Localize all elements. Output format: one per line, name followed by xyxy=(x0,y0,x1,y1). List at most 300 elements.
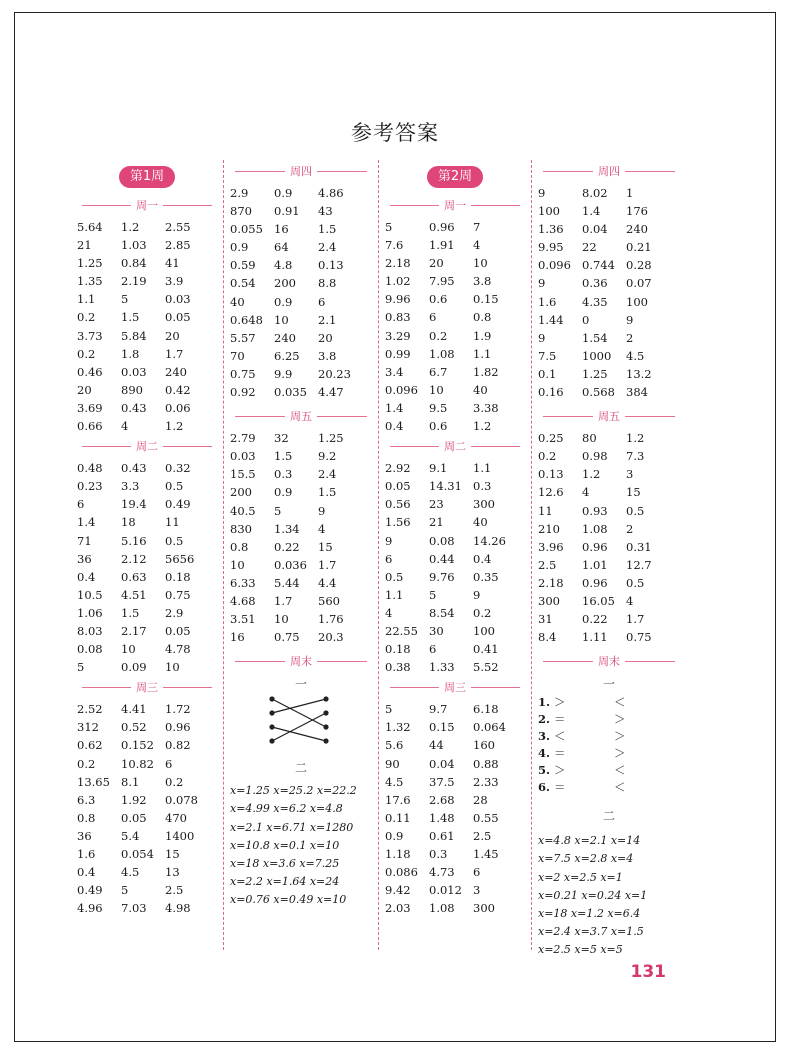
answer-value: 0.05 xyxy=(165,310,191,325)
answer-value: 1.48 xyxy=(429,810,455,825)
equation-row: x=4.99 x=6.2 x=4.8 xyxy=(230,802,343,816)
answer-row xyxy=(538,592,680,610)
answer-row xyxy=(230,220,372,238)
answer-row xyxy=(230,329,372,347)
answer-value: 0.8 xyxy=(473,310,492,325)
part-label: 二 xyxy=(294,761,307,776)
answer-row xyxy=(77,399,217,417)
answer-row xyxy=(385,477,525,495)
answer-value: 0 xyxy=(582,312,590,327)
answer-value: 0.096 xyxy=(538,258,571,273)
equation-row: x=2.5 x=5 x=5 xyxy=(538,943,623,957)
answer-value: 9.1 xyxy=(429,461,448,476)
answer-value: 30 xyxy=(429,623,444,638)
answer-row xyxy=(538,628,680,646)
comparison-row xyxy=(538,711,680,728)
answer-value: 240 xyxy=(274,330,296,345)
answer-grid xyxy=(385,700,525,917)
answer-row xyxy=(385,773,525,791)
answer-value: 0.03 xyxy=(165,292,191,307)
answer-value: 1.76 xyxy=(318,612,344,627)
answer-row xyxy=(77,477,217,495)
answer-row xyxy=(77,700,217,718)
answer-value: 4.73 xyxy=(429,865,455,880)
answer-row xyxy=(230,502,372,520)
answer-value: 10 xyxy=(274,612,289,627)
comparison-sign: ＜ xyxy=(614,763,626,778)
answer-row xyxy=(385,550,525,568)
section-header: 周末 xyxy=(538,652,680,670)
answer-value: 0.75 xyxy=(626,630,652,645)
answer-value: 9.96 xyxy=(385,292,411,307)
answer-value: 0.064 xyxy=(473,720,506,735)
answer-row xyxy=(230,447,372,465)
answer-row xyxy=(77,345,217,363)
column-week2-b xyxy=(538,160,680,960)
equation-list xyxy=(538,832,680,959)
answer-row xyxy=(77,381,217,399)
answer-value: 12.6 xyxy=(538,485,564,500)
answer-value: 0.62 xyxy=(77,738,103,753)
answer-value: 0.15 xyxy=(429,720,455,735)
answer-value: 7.95 xyxy=(429,274,455,289)
answer-value: 11 xyxy=(165,515,180,530)
answer-value: 9 xyxy=(385,533,393,548)
answer-value: 0.9 xyxy=(274,186,293,200)
answer-value: 0.2 xyxy=(77,310,96,325)
answer-value: 0.22 xyxy=(582,612,608,627)
answer-value: 20 xyxy=(77,382,92,397)
answer-row xyxy=(538,202,680,220)
answer-value: 8.1 xyxy=(121,774,140,789)
answer-value: 0.5 xyxy=(385,569,404,584)
answer-value: 1.54 xyxy=(582,330,608,345)
answer-value: 4.68 xyxy=(230,593,256,608)
answer-value: 1.6 xyxy=(538,294,557,309)
answer-value: 9 xyxy=(626,312,634,327)
answer-value: 0.8 xyxy=(230,539,249,554)
answer-value: 1.5 xyxy=(318,485,337,500)
answer-row xyxy=(77,604,217,622)
answer-value: 0.08 xyxy=(77,642,103,657)
answer-value: 41 xyxy=(165,256,180,271)
answer-row xyxy=(230,365,372,383)
answer-row xyxy=(538,329,680,347)
answer-value: 2.5 xyxy=(165,883,184,898)
answer-row xyxy=(385,236,525,254)
answer-row xyxy=(77,845,217,863)
answer-value: 4.96 xyxy=(77,901,103,916)
answer-row xyxy=(77,495,217,513)
week-badge: 第1周 xyxy=(119,166,175,188)
answer-value: 0.9 xyxy=(385,828,404,843)
answer-row xyxy=(77,236,217,254)
answer-value: 5 xyxy=(274,503,282,518)
answer-row xyxy=(77,550,217,568)
answer-value: 1.2 xyxy=(582,467,601,482)
answer-value: 16.05 xyxy=(582,593,615,608)
answer-value: 1.1 xyxy=(385,587,404,602)
answer-row xyxy=(385,640,525,658)
answer-value: 470 xyxy=(165,810,187,825)
answer-value: 3.38 xyxy=(473,400,499,415)
answer-row xyxy=(230,574,372,592)
answer-value: 0.66 xyxy=(77,419,103,434)
section-header: 周二 xyxy=(385,437,525,455)
answer-row xyxy=(538,383,680,401)
answer-value: 0.04 xyxy=(429,756,455,771)
answer-value: 15.5 xyxy=(230,467,256,482)
answer-row xyxy=(77,773,217,791)
answer-value: 13.65 xyxy=(77,774,110,789)
answer-value: 3.3 xyxy=(121,479,140,494)
answer-value: 0.04 xyxy=(582,222,608,237)
comparison-sign: ＞ xyxy=(614,746,626,761)
answer-row xyxy=(230,429,372,447)
answer-row xyxy=(385,272,525,290)
answer-value: 0.9 xyxy=(274,294,293,309)
answer-value: 9.76 xyxy=(429,569,455,584)
answer-value: 0.035 xyxy=(274,385,307,400)
answer-value: 20 xyxy=(165,328,180,343)
answer-value: 4.51 xyxy=(121,587,147,602)
page-title: 参考答案 xyxy=(351,121,439,145)
answer-row xyxy=(77,640,217,658)
comparison-sign: ＝ xyxy=(554,712,566,727)
answer-value: 2 xyxy=(626,330,634,345)
answer-grid xyxy=(385,218,525,435)
answer-value: 1.08 xyxy=(429,346,455,361)
answer-row xyxy=(230,592,372,610)
answer-value: 1.7 xyxy=(274,593,293,608)
answer-grid xyxy=(538,429,680,646)
answer-value: 9 xyxy=(538,330,546,345)
answer-value: 0.93 xyxy=(582,503,608,518)
page-number: 131 xyxy=(630,962,666,982)
answer-row xyxy=(230,347,372,365)
answer-value: 2.92 xyxy=(385,461,411,476)
answer-row xyxy=(538,465,680,483)
answer-row xyxy=(538,184,680,202)
answer-value: 1.92 xyxy=(121,792,147,807)
answer-row xyxy=(77,308,217,326)
answer-value: 10 xyxy=(274,312,289,327)
answer-value: 2.79 xyxy=(230,431,256,446)
answer-value: 44 xyxy=(429,738,444,753)
answer-value: 9.9 xyxy=(274,366,293,381)
answer-row xyxy=(77,513,217,531)
answer-value: 71 xyxy=(77,533,92,548)
answer-value: 32 xyxy=(274,431,289,446)
answer-value: 0.75 xyxy=(230,366,256,381)
answer-row xyxy=(230,465,372,483)
answer-value: 1.56 xyxy=(385,515,411,530)
answer-row xyxy=(385,736,525,754)
comparison-row xyxy=(538,728,680,745)
answer-value: 0.078 xyxy=(165,792,198,807)
answer-value: 6.33 xyxy=(230,575,256,590)
answer-value: 22 xyxy=(582,240,597,255)
answer-value: 0.3 xyxy=(473,479,492,494)
answer-value: 31 xyxy=(538,612,553,627)
matching-diagram xyxy=(268,694,338,752)
answer-value: 6.7 xyxy=(429,364,448,379)
answer-value: 1.4 xyxy=(77,515,96,530)
answer-value: 5 xyxy=(121,883,129,898)
answer-value: 0.56 xyxy=(385,497,411,512)
answer-value: 4.78 xyxy=(165,642,191,657)
answer-value: 1.5 xyxy=(121,310,140,325)
answer-value: 28 xyxy=(473,792,488,807)
answer-row xyxy=(538,556,680,574)
answer-value: 9 xyxy=(538,276,546,291)
answer-value: 0.96 xyxy=(429,220,455,234)
answer-row xyxy=(230,610,372,628)
answer-value: 9 xyxy=(538,186,546,200)
answer-row xyxy=(77,827,217,845)
answer-row xyxy=(77,863,217,881)
section-header: 周一 xyxy=(385,196,525,214)
answer-value: 1.2 xyxy=(165,419,184,434)
answer-value: 2.18 xyxy=(385,256,411,271)
column-divider xyxy=(223,160,224,950)
answer-value: 0.13 xyxy=(538,467,564,482)
answer-value: 20 xyxy=(429,256,444,271)
answer-value: 5 xyxy=(121,292,129,307)
answer-value: 0.96 xyxy=(582,539,608,554)
answer-value: 6.25 xyxy=(274,348,300,363)
answer-row xyxy=(230,628,372,646)
answer-row xyxy=(230,184,372,202)
answer-value: 0.46 xyxy=(77,364,103,379)
answer-value: 7.5 xyxy=(538,348,557,363)
answer-value: 8.8 xyxy=(318,276,337,291)
answer-value: 18 xyxy=(121,515,136,530)
answer-value: 3.96 xyxy=(538,539,564,554)
comparison-sign: ＝ xyxy=(554,780,566,795)
answer-value: 0.1 xyxy=(538,366,557,381)
comparison-sign: ＜ xyxy=(614,780,626,795)
answer-row xyxy=(385,363,525,381)
answer-row xyxy=(77,881,217,899)
answer-value: 9 xyxy=(473,587,481,602)
part-label: 二 xyxy=(602,809,615,824)
answer-value: 1.44 xyxy=(538,312,564,327)
answer-row xyxy=(77,290,217,308)
answer-value: 0.99 xyxy=(385,346,411,361)
answer-value: 5.6 xyxy=(385,738,404,753)
answer-value: 0.75 xyxy=(274,630,300,645)
section-header: 周四 xyxy=(538,162,680,180)
answer-value: 5.57 xyxy=(230,330,256,345)
answer-value: 0.63 xyxy=(121,569,147,584)
answer-value: 1000 xyxy=(582,348,612,363)
answer-value: 0.31 xyxy=(626,539,652,554)
answer-value: 0.086 xyxy=(385,865,418,880)
answer-value: 0.82 xyxy=(165,738,191,753)
answer-value: 0.2 xyxy=(429,328,448,343)
answer-value: 10 xyxy=(473,256,488,271)
answer-value: 0.744 xyxy=(582,258,615,273)
answer-value: 0.08 xyxy=(429,533,455,548)
answer-row xyxy=(538,610,680,628)
answer-value: 0.91 xyxy=(274,204,300,219)
answer-value: 0.38 xyxy=(385,660,411,675)
answer-row xyxy=(385,809,525,827)
answer-row xyxy=(385,568,525,586)
answer-row xyxy=(385,254,525,272)
answer-value: 9.95 xyxy=(538,240,564,255)
answer-row xyxy=(385,459,525,477)
answer-value: 8.54 xyxy=(429,605,455,620)
answer-row xyxy=(385,604,525,622)
answer-value: 300 xyxy=(538,593,560,608)
answer-row xyxy=(538,429,680,447)
answer-value: 1.08 xyxy=(582,521,608,536)
answer-value: 20.3 xyxy=(318,630,344,645)
answer-value: 100 xyxy=(473,623,495,638)
equation-row: x=2 x=2.5 x=1 xyxy=(538,870,623,884)
answer-value: 4.5 xyxy=(626,348,645,363)
section-header: 周五 xyxy=(538,407,680,425)
answer-value: 1.5 xyxy=(274,449,293,464)
answer-value: 2.1 xyxy=(318,312,337,327)
answer-value: 870 xyxy=(230,204,252,219)
answer-value: 0.25 xyxy=(538,431,564,446)
answer-row xyxy=(385,791,525,809)
equation-row: x=18 x=1.2 x=6.4 xyxy=(538,907,641,920)
answer-value: 0.2 xyxy=(538,449,557,464)
answer-row xyxy=(230,520,372,538)
answer-value: 4.5 xyxy=(385,774,404,789)
answer-row xyxy=(77,622,217,640)
answer-value: 0.09 xyxy=(121,660,147,675)
answer-value: 0.055 xyxy=(230,222,263,237)
column-week2-a xyxy=(385,160,525,917)
answer-value: 2.68 xyxy=(429,792,455,807)
comparison-row xyxy=(538,762,680,779)
answer-value: 0.5 xyxy=(165,533,184,548)
answer-value: 0.036 xyxy=(274,557,307,572)
answer-value: 0.48 xyxy=(77,461,103,476)
comparison-sign: ＞ xyxy=(614,712,626,727)
answer-row xyxy=(385,845,525,863)
answer-value: 1.7 xyxy=(165,346,184,361)
answer-row xyxy=(77,417,217,435)
answer-row xyxy=(230,538,372,556)
comparison-list xyxy=(538,694,680,796)
answer-value: 5.52 xyxy=(473,660,499,675)
answer-value: 1400 xyxy=(165,828,195,843)
answer-value: 0.49 xyxy=(77,883,103,898)
answer-value: 1.8 xyxy=(121,346,140,361)
answer-grid xyxy=(77,700,217,917)
answer-row xyxy=(538,520,680,538)
equation-row: x=18 x=3.6 x=7.25 xyxy=(230,857,340,870)
answer-row xyxy=(385,417,525,435)
answer-row xyxy=(385,755,525,773)
answer-value: 20.23 xyxy=(318,366,351,381)
answer-value: 22.55 xyxy=(385,623,418,638)
answer-value: 5.44 xyxy=(274,575,300,590)
answer-value: 6 xyxy=(165,756,173,771)
answer-value: 0.43 xyxy=(121,400,147,415)
answer-value: 40 xyxy=(230,294,245,309)
answer-value: 0.15 xyxy=(473,292,499,307)
answer-row xyxy=(385,718,525,736)
answer-value: 21 xyxy=(77,238,92,253)
answer-value: 37.5 xyxy=(429,774,455,789)
answer-value: 0.92 xyxy=(230,385,256,400)
answer-grid xyxy=(230,429,372,646)
answer-value: 0.4 xyxy=(77,865,96,880)
answer-row xyxy=(77,899,217,917)
answer-value: 16 xyxy=(230,630,245,645)
answer-value: 240 xyxy=(626,222,648,237)
answer-row xyxy=(77,755,217,773)
answer-value: 6 xyxy=(385,551,393,566)
answer-value: 2.4 xyxy=(318,240,337,255)
answer-value: 176 xyxy=(626,204,648,219)
answer-value: 2.4 xyxy=(318,467,337,482)
answer-value: 6 xyxy=(77,497,85,512)
answer-value: 1.6 xyxy=(77,847,96,861)
answer-value: 100 xyxy=(538,204,560,219)
answer-row xyxy=(230,238,372,256)
answer-value: 7.03 xyxy=(121,901,147,916)
answer-row xyxy=(538,293,680,311)
comparison-row xyxy=(538,694,680,711)
answer-row xyxy=(538,238,680,256)
answer-value: 0.05 xyxy=(165,623,191,638)
answer-value: 2.9 xyxy=(165,605,184,620)
answer-value: 0.9 xyxy=(230,240,249,255)
answer-value: 830 xyxy=(230,521,252,536)
answer-value: 1.1 xyxy=(473,461,492,476)
answer-value: 0.96 xyxy=(165,720,191,735)
answer-value: 2.9 xyxy=(230,186,249,200)
answer-value: 4 xyxy=(121,419,129,434)
answer-value: 10 xyxy=(230,557,245,572)
answer-row xyxy=(77,736,217,754)
answer-value: 2.33 xyxy=(473,774,499,789)
answer-row xyxy=(77,718,217,736)
answer-value: 300 xyxy=(473,497,495,512)
answer-value: 2.5 xyxy=(473,828,492,843)
answer-row xyxy=(77,459,217,477)
answer-value: 0.42 xyxy=(165,382,191,397)
answer-value: 4.5 xyxy=(121,865,140,880)
answer-value: 0.096 xyxy=(385,382,418,397)
answer-value: 4 xyxy=(318,521,326,536)
answer-value: 3.4 xyxy=(385,364,404,379)
answer-row xyxy=(385,345,525,363)
answer-row xyxy=(230,293,372,311)
answer-value: 9.42 xyxy=(385,883,411,898)
answer-value: 4.86 xyxy=(318,186,344,200)
part-label: 一 xyxy=(602,677,615,692)
answer-value: 3.69 xyxy=(77,400,103,415)
answer-value: 1.91 xyxy=(429,238,455,253)
answer-value: 0.49 xyxy=(165,497,191,512)
equation-row: x=2.1 x=6.71 x=1280 xyxy=(230,820,354,834)
answer-value: 0.21 xyxy=(626,240,652,255)
answer-row xyxy=(385,513,525,531)
answer-value: 7 xyxy=(473,220,481,234)
answer-value: 1.25 xyxy=(318,431,344,446)
section-header: 周二 xyxy=(77,437,217,455)
answer-value: 6 xyxy=(318,294,326,309)
